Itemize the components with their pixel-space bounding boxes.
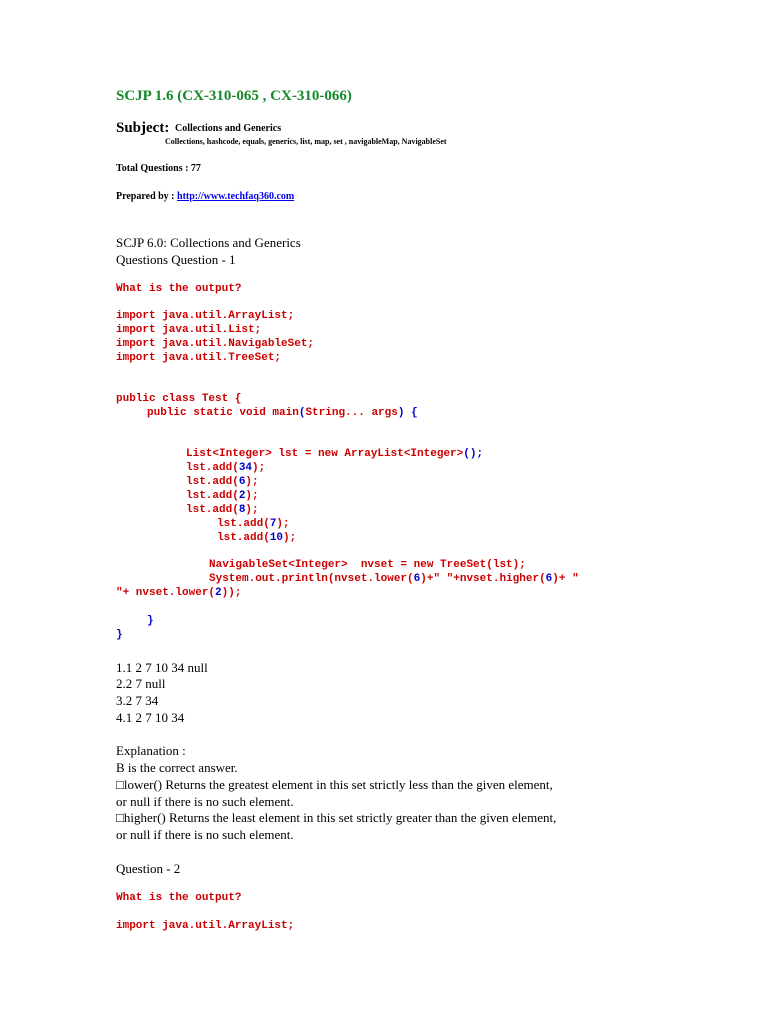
q1-add-1 xyxy=(186,461,265,475)
q1-option-4: 4.1 2 7 10 34 xyxy=(116,710,185,725)
q1-explanation-label: Explanation : xyxy=(116,743,186,758)
q1-main-decl xyxy=(147,406,418,420)
q1-println-line xyxy=(209,572,579,586)
q1-explanation-line-2: □lower() Returns the greatest element in this set strictly less than the given element, xyxy=(116,777,553,792)
q1-prompt: What is the output? xyxy=(116,283,242,295)
prepared-by xyxy=(116,191,294,202)
q1-list-decl xyxy=(186,447,483,461)
q1-explanation-line-4: □higher() Returns the least element in this set strictly greater than the given element, xyxy=(116,810,557,825)
code-class-text: public class Test { xyxy=(116,393,242,405)
section-subheading: Questions Question - 1 xyxy=(116,252,236,267)
q2-import-1: import java.util.ArrayList; xyxy=(116,920,295,932)
code-add-pre: lst.add( xyxy=(186,462,239,474)
q2-heading: Question - 2 xyxy=(116,861,181,876)
q1-import-1: import java.util.ArrayList; xyxy=(116,310,295,322)
code-add-post: ); xyxy=(245,504,259,516)
q1-close-inner: } xyxy=(147,615,154,627)
code-add-post: ); xyxy=(252,462,266,474)
code-add-pre: lst.add( xyxy=(186,476,239,488)
subject-label: Subject: xyxy=(116,120,170,136)
code-add-num: 7 xyxy=(269,518,277,530)
code-add-num: 8 xyxy=(238,504,246,516)
code-println-n3: 2 xyxy=(215,587,222,599)
q1-add-2 xyxy=(186,475,259,489)
code-add-pre: lst.add( xyxy=(217,532,270,544)
code-paren-open: ( xyxy=(298,407,306,419)
q1-add-5 xyxy=(217,517,290,531)
q1-explanation-line-3: or null if there is no such element. xyxy=(116,794,294,809)
q1-import-2: import java.util.List; xyxy=(116,324,262,336)
code-list-text: List<Integer> lst = new ArrayList<Integer> xyxy=(186,448,464,460)
code-println-c: )+ " xyxy=(552,573,579,585)
subject-topics: Collections, hashcode, equals, generics, list, map, set , navigableMap, NavigableSet xyxy=(165,137,447,146)
code-add-post: ); xyxy=(276,518,290,530)
prepared-link[interactable]: http://www.techfaq360.com xyxy=(177,191,295,202)
code-add-post: ); xyxy=(283,532,297,544)
q1-add-3 xyxy=(186,489,259,503)
code-println-a: System.out.println(nvset.lower( xyxy=(209,573,414,585)
code-add-num: 10 xyxy=(269,532,284,544)
q1-explanation-line-5: or null if there is no such element. xyxy=(116,827,294,842)
q2-prompt: What is the output? xyxy=(116,892,242,904)
code-main-args: String... args xyxy=(305,407,398,419)
q1-add-6 xyxy=(217,531,296,545)
code-paren-close: ) xyxy=(397,407,405,419)
q1-import-3: import java.util.NavigableSet; xyxy=(116,338,315,350)
prepared-label: Prepared by : xyxy=(116,191,178,202)
code-println-d: "+ nvset.lower( xyxy=(116,587,216,599)
code-list-end: (); xyxy=(463,448,484,460)
code-add-num: 2 xyxy=(238,490,246,502)
code-add-pre: lst.add( xyxy=(186,490,239,502)
code-println-b: )+" "+nvset.higher( xyxy=(420,573,546,585)
code-add-pre: lst.add( xyxy=(217,518,270,530)
code-add-num: 34 xyxy=(238,462,253,474)
code-add-post: ); xyxy=(245,476,259,488)
code-add-post: ); xyxy=(245,490,259,502)
q1-explanation-line-1: B is the correct answer. xyxy=(116,760,238,775)
q1-nvset-decl: NavigableSet<Integer> nvset = new TreeSet(lst); xyxy=(209,559,526,571)
subject-value: Collections and Generics xyxy=(175,123,282,134)
total-questions: Total Questions : 77 xyxy=(116,163,201,174)
code-main-brace: { xyxy=(404,407,418,419)
section-heading: SCJP 6.0: Collections and Generics xyxy=(116,235,301,250)
q1-option-3: 3.2 7 34 xyxy=(116,693,159,708)
code-main-text: public static void main xyxy=(147,407,299,419)
code-println-n2: 6 xyxy=(545,573,553,585)
code-add-num: 6 xyxy=(238,476,246,488)
q1-close-outer: } xyxy=(116,629,123,641)
q1-add-4 xyxy=(186,503,259,517)
code-println-e: )); xyxy=(221,587,242,599)
q1-import-4: import java.util.TreeSet; xyxy=(116,352,282,364)
code-add-pre: lst.add( xyxy=(186,504,239,516)
q1-option-2: 2.2 7 null xyxy=(116,676,166,691)
q1-class-decl xyxy=(116,392,241,406)
code-println-n1: 6 xyxy=(413,573,421,585)
document-title: SCJP 1.6 (CX-310-065 , CX-310-066) xyxy=(116,88,352,104)
q1-println-cont xyxy=(116,586,241,600)
q1-option-1: 1.1 2 7 10 34 null xyxy=(116,660,208,675)
